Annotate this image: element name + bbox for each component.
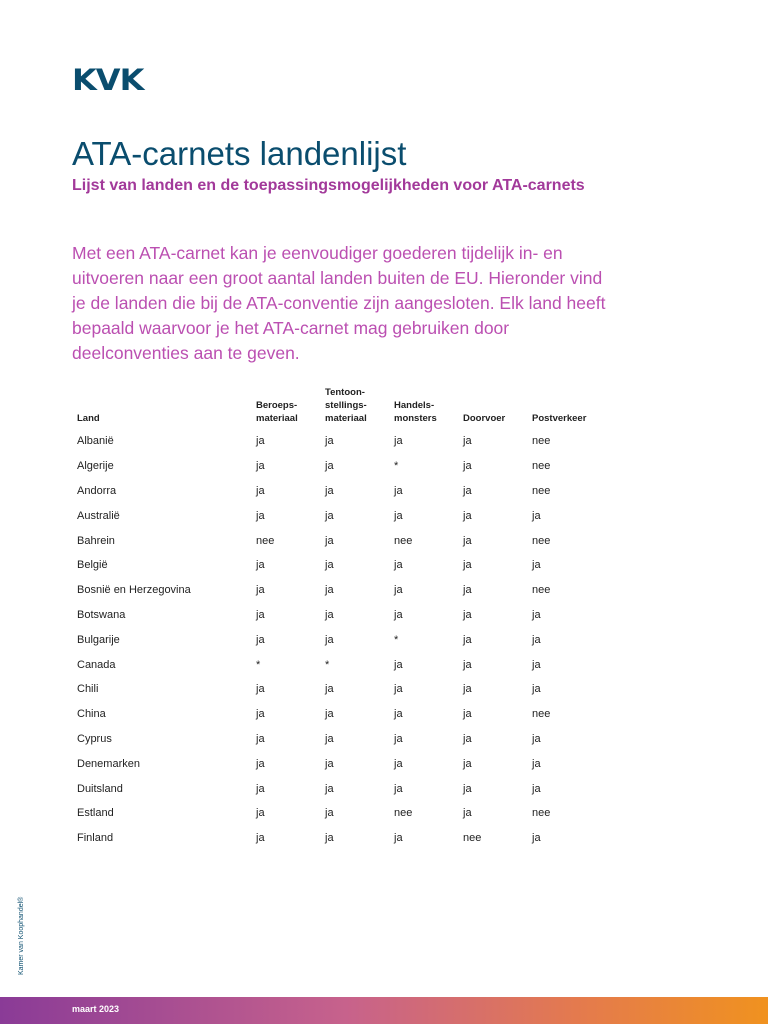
value-cell: nee (463, 832, 482, 845)
value-cell: ja (394, 559, 403, 572)
column-header: Land (77, 413, 100, 424)
value-cell: ja (256, 509, 265, 522)
country-cell: Estland (77, 807, 114, 820)
value-cell: nee (532, 435, 551, 448)
page-title: ATA-carnets landenlijst (72, 135, 407, 172)
value-cell: ja (532, 658, 541, 671)
value-cell: ja (256, 435, 265, 448)
value-cell: ja (256, 608, 265, 621)
value-cell: ja (463, 559, 472, 572)
value-cell: ja (394, 832, 403, 845)
country-cell: Botswana (77, 608, 126, 621)
value-cell: ja (256, 484, 265, 497)
value-cell: ja (532, 633, 541, 646)
intro-paragraph: Met een ATA-carnet kan je eenvoudiger goederen tijdelijk in- en uitvoeren naar een groot aantal landen buiten de EU. Hieronder vind je de landen die bij de ATA-conventie zijn aangesloten. Elk land heeft bepaald waarvoor je het ATA-carnet mag gebruiken door deelconventies aan te geven. (72, 243, 606, 363)
value-cell: ja (394, 658, 403, 671)
value-cell: ja (325, 608, 334, 621)
value-cell: ja (532, 608, 541, 621)
value-cell: ja (463, 782, 472, 795)
value-cell: nee (394, 534, 413, 547)
country-cell: Chili (77, 683, 99, 696)
value-cell: ja (256, 460, 265, 473)
table-row (72, 479, 617, 504)
value-cell: ja (325, 732, 334, 745)
value-cell: ja (325, 633, 334, 646)
value-cell: nee (256, 534, 275, 547)
value-cell: ja (325, 782, 334, 795)
value-cell: ja (325, 559, 334, 572)
value-cell: ja (325, 708, 334, 721)
value-cell: nee (532, 807, 551, 820)
countries-table (72, 386, 617, 851)
value-cell: * (256, 658, 261, 671)
value-cell: ja (463, 435, 472, 448)
table-header-row (72, 386, 617, 429)
value-cell: ja (532, 832, 541, 845)
value-cell: ja (325, 757, 334, 770)
value-cell: * (394, 460, 399, 473)
value-cell: ja (325, 484, 334, 497)
table-row (72, 801, 617, 826)
table-body (72, 429, 617, 851)
value-cell: ja (394, 484, 403, 497)
value-cell: ja (463, 608, 472, 621)
value-cell: ja (532, 509, 541, 522)
table-row (72, 751, 617, 776)
country-cell: Bulgarije (77, 633, 120, 646)
value-cell: ja (463, 584, 472, 597)
value-cell: ja (325, 509, 334, 522)
column-header: Postverkeer (532, 413, 587, 424)
value-cell: ja (463, 683, 472, 696)
value-cell: ja (463, 732, 472, 745)
country-cell: Cyprus (77, 732, 112, 745)
footer-date: maart 2023 (72, 1004, 120, 1014)
value-cell: ja (394, 608, 403, 621)
value-cell: ja (256, 584, 265, 597)
country-cell: Duitsland (77, 782, 123, 795)
value-cell: ja (256, 807, 265, 820)
column-header: Tentoon- stellings- materiaal (325, 387, 367, 424)
value-cell: ja (256, 633, 265, 646)
table-row (72, 429, 617, 454)
table-row (72, 727, 617, 752)
value-cell: ja (256, 708, 265, 721)
value-cell: * (394, 633, 399, 646)
table-row (72, 677, 617, 702)
column-header: Doorvoer (463, 413, 506, 424)
country-cell: Denemarken (77, 757, 140, 770)
country-cell: Bahrein (77, 534, 115, 547)
value-cell: nee (532, 584, 551, 597)
table-row (72, 603, 617, 628)
value-cell: ja (394, 683, 403, 696)
table-row (72, 528, 617, 553)
country-cell: Andorra (77, 484, 117, 497)
value-cell: nee (532, 534, 551, 547)
value-cell: ja (463, 534, 472, 547)
value-cell: nee (532, 484, 551, 497)
value-cell: ja (394, 732, 403, 745)
value-cell: ja (256, 757, 265, 770)
value-cell: ja (532, 782, 541, 795)
vertical-side-label: Kamer van Koophandel® (18, 896, 25, 975)
value-cell: ja (256, 559, 265, 572)
value-cell: ja (325, 683, 334, 696)
value-cell: ja (256, 732, 265, 745)
value-cell: * (325, 658, 330, 671)
value-cell: ja (325, 435, 334, 448)
value-cell: ja (463, 807, 472, 820)
value-cell: ja (325, 534, 334, 547)
value-cell: ja (256, 782, 265, 795)
country-cell: Albanië (77, 435, 114, 448)
value-cell: ja (532, 732, 541, 745)
country-cell: China (77, 708, 106, 721)
table-row (72, 776, 617, 801)
table-row (72, 553, 617, 578)
country-cell: Bosnië en Herzegovina (77, 584, 191, 597)
country-cell: Finland (77, 832, 114, 845)
value-cell: ja (394, 509, 403, 522)
value-cell: ja (394, 708, 403, 721)
kvk-logo: KVK (72, 62, 144, 98)
value-cell: ja (256, 683, 265, 696)
value-cell: ja (325, 832, 334, 845)
value-cell: ja (463, 633, 472, 646)
value-cell: ja (325, 584, 334, 597)
country-cell: Algerije (77, 460, 114, 473)
value-cell: ja (463, 757, 472, 770)
value-cell: ja (463, 460, 472, 473)
country-cell: Canada (77, 658, 116, 671)
value-cell: ja (463, 509, 472, 522)
value-cell: ja (394, 435, 403, 448)
value-cell: ja (394, 757, 403, 770)
table-row (72, 454, 617, 479)
value-cell: nee (532, 460, 551, 473)
value-cell: ja (532, 683, 541, 696)
value-cell: nee (532, 708, 551, 721)
value-cell: ja (325, 460, 334, 473)
value-cell: nee (394, 807, 413, 820)
value-cell: ja (325, 807, 334, 820)
table-row (72, 652, 617, 677)
table-row (72, 578, 617, 603)
table-row (72, 503, 617, 528)
footer-gradient-bar (0, 997, 768, 1024)
value-cell: ja (532, 757, 541, 770)
value-cell: ja (463, 658, 472, 671)
value-cell: ja (532, 559, 541, 572)
value-cell: ja (463, 484, 472, 497)
value-cell: ja (394, 782, 403, 795)
country-cell: België (77, 559, 108, 572)
table-row (72, 627, 617, 652)
value-cell: ja (463, 708, 472, 721)
column-header: Handels- monsters (394, 400, 437, 424)
table-row (72, 702, 617, 727)
value-cell: ja (394, 584, 403, 597)
column-header: Beroeps- materiaal (256, 400, 298, 424)
table-row (72, 826, 617, 851)
country-cell: Australië (77, 509, 120, 522)
page-subtitle: Lijst van landen en de toepassingsmogelijkheden voor ATA-carnets (72, 177, 585, 194)
value-cell: ja (256, 832, 265, 845)
